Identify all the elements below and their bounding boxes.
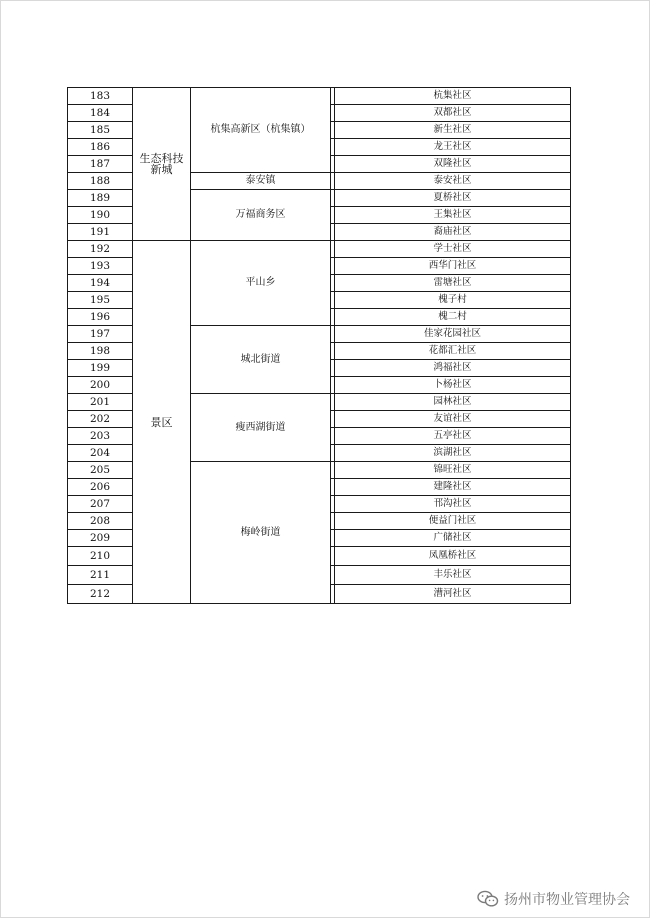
row-number: 199	[68, 360, 133, 377]
row-number: 204	[68, 445, 133, 462]
row-number: 189	[68, 190, 133, 207]
community-cell: 杭集社区	[335, 88, 571, 105]
table-row	[68, 241, 571, 258]
community-cell: 漕河社区	[335, 585, 571, 604]
watermark-text: 扬州市物业管理协会	[504, 892, 630, 908]
community-cell: 学士社区	[335, 241, 571, 258]
community-cell: 王集社区	[335, 207, 571, 224]
community-cell: 夏桥社区	[335, 190, 571, 207]
community-cell: 雷塘社区	[335, 275, 571, 292]
community-cell: 便益门社区	[335, 513, 571, 530]
row-number: 210	[68, 547, 133, 566]
community-cell: 凤凰桥社区	[335, 547, 571, 566]
community-cell: 佳家花园社区	[335, 326, 571, 343]
community-cell: 锦旺社区	[335, 462, 571, 479]
community-cell: 槐二村	[335, 309, 571, 326]
community-cell: 五亭社区	[335, 428, 571, 445]
community-cell: 花都汇社区	[335, 343, 571, 360]
community-cell: 裔庙社区	[335, 224, 571, 241]
town-cell: 瘦西湖街道	[191, 394, 331, 462]
community-cell: 建隆社区	[335, 479, 571, 496]
watermark	[477, 888, 630, 910]
community-cell: 滨湖社区	[335, 445, 571, 462]
community-cell: 鸿福社区	[335, 360, 571, 377]
community-cell: 广储社区	[335, 530, 571, 547]
community-cell: 西华门社区	[335, 258, 571, 275]
community-cell: 卜杨社区	[335, 377, 571, 394]
district-label-line: 生态科技	[139, 152, 184, 165]
row-number: 184	[68, 105, 133, 122]
row-number: 196	[68, 309, 133, 326]
row-number: 205	[68, 462, 133, 479]
wechat-icon	[477, 890, 499, 908]
row-number: 198	[68, 343, 133, 360]
row-number: 212	[68, 585, 133, 604]
community-cell: 龙王社区	[335, 139, 571, 156]
row-number: 195	[68, 292, 133, 309]
row-number: 201	[68, 394, 133, 411]
row-number: 185	[68, 122, 133, 139]
community-cell: 槐子村	[335, 292, 571, 309]
district-label-line: 新城	[150, 163, 173, 176]
town-cell: 梅岭街道	[191, 462, 331, 604]
community-cell: 双都社区	[335, 105, 571, 122]
district-cell: 景区	[133, 241, 191, 604]
row-number: 209	[68, 530, 133, 547]
row-number: 191	[68, 224, 133, 241]
community-table	[67, 87, 571, 604]
community-cell: 友谊社区	[335, 411, 571, 428]
community-cell: 双隆社区	[335, 156, 571, 173]
community-cell: 邗沟社区	[335, 496, 571, 513]
row-number: 197	[68, 326, 133, 343]
row-number: 190	[68, 207, 133, 224]
table-row	[68, 88, 571, 105]
district-cell	[133, 88, 191, 241]
community-cell: 园林社区	[335, 394, 571, 411]
row-number: 188	[68, 173, 133, 190]
row-number: 207	[68, 496, 133, 513]
town-cell: 泰安镇	[191, 173, 331, 190]
community-cell: 丰乐社区	[335, 566, 571, 585]
row-number: 203	[68, 428, 133, 445]
town-cell: 万福商务区	[191, 190, 331, 241]
row-number: 192	[68, 241, 133, 258]
row-number: 202	[68, 411, 133, 428]
town-cell: 杭集高新区（杭集镇）	[191, 88, 331, 173]
community-cell: 新生社区	[335, 122, 571, 139]
town-cell: 平山乡	[191, 241, 331, 326]
row-number: 200	[68, 377, 133, 394]
row-number: 193	[68, 258, 133, 275]
row-number: 183	[68, 88, 133, 105]
town-cell: 城北街道	[191, 326, 331, 394]
row-number: 211	[68, 566, 133, 585]
row-number: 186	[68, 139, 133, 156]
row-number: 208	[68, 513, 133, 530]
community-cell: 泰安社区	[335, 173, 571, 190]
row-number: 194	[68, 275, 133, 292]
row-number: 187	[68, 156, 133, 173]
row-number: 206	[68, 479, 133, 496]
